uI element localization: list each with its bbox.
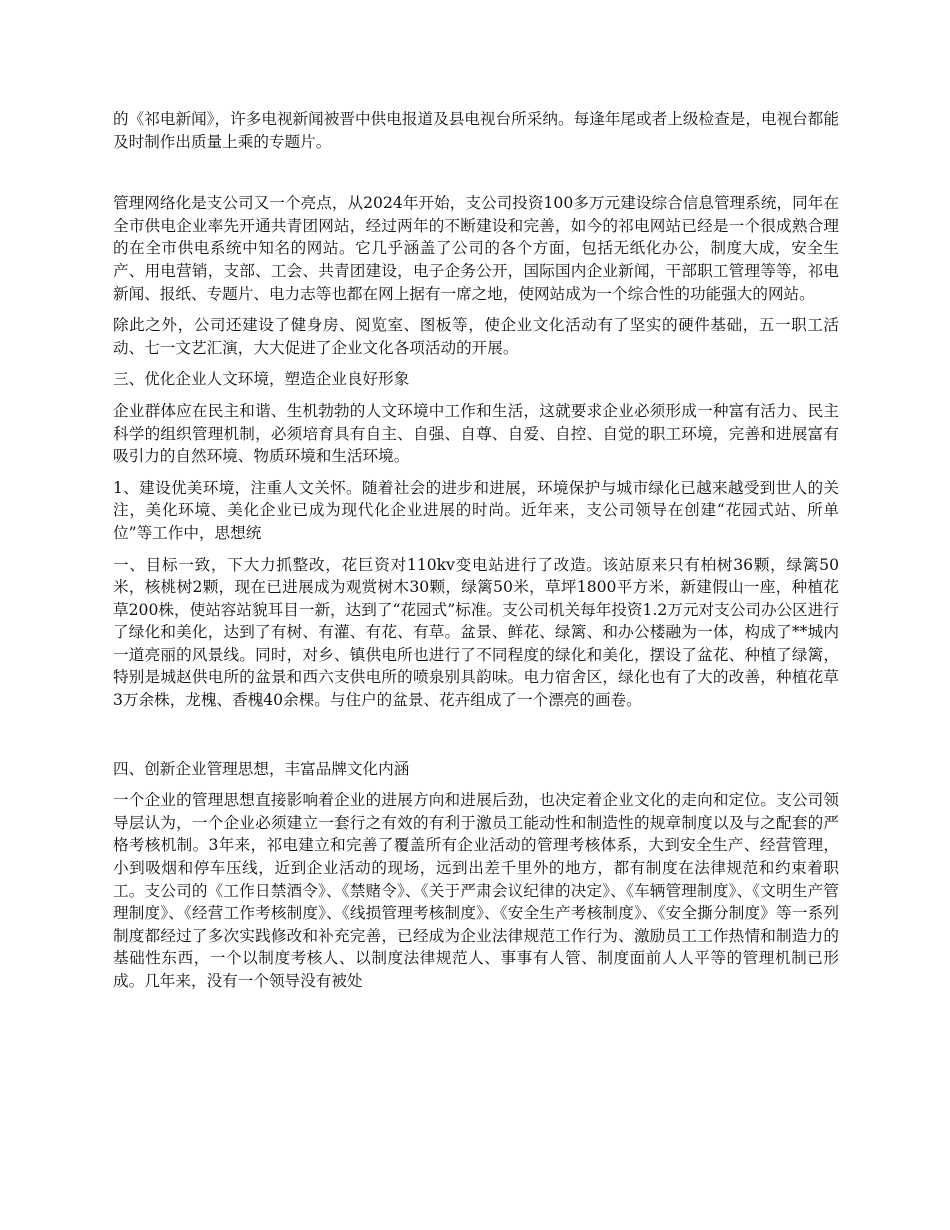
paragraph-management-ideas: 一个企业的管理思想直接影响着企业的进展方向和进展后劲，也决定着企业文化的走向和定位。支公司领导层认为，一个企业必须建立一套行之有效的有利于激员工能动性和制造性的规章制度以及与之配套的严格考核机制。3年来，祁电建立和完善了覆盖所有企业活动的管理考核体系，大到安全生产、经营管理，小到吸烟和停车压线，近到企业活动的现场，远到出差千里外的地方，都有制度在法律规范和约束着职工。支公司的《工作日禁酒令》、《禁赌令》、《关于严肃会议纪律的决定》、《车辆管理制度》、《文明生产管理制度》、《经营工作考核制度》、《线损管理考核制度》、《安全生产考核制度》、《安全撕分制度》等一系列制度都经过了多次实践修改和补充完善，已经成为企业法律规范工作行为、激励员工工作热情和制造力的基础性东西，一个以制度考核人、以制度法律规范人、事事有人管、制度面前人人平等的管理机制已形成。几年来，没有一个领导没有被处 — [113, 791, 839, 990]
section-heading-3: 三、优化企业人文环境，塑造企业良好形象 — [113, 370, 410, 389]
paragraph-facilities: 除此之外，公司还建设了健身房、阅览室、图板等，使企业文化活动有了坚实的硬件基础，五一职工活动、七一文艺汇演，大大促进了企业文化各项活动的开展。 — [113, 316, 839, 357]
paragraph-greening: 一、目标一致，下大力抓整改，花巨资对110kv变电站进行了改造。该站原来只有柏树36颗，绿篱50米，核桃树2颗，现在已进展成为观赏树木30颗，绿篱50米，草坪1800平方米，新建假山一座，种植花草200株，使站容站貌耳目一新，达到了“花园式”标准。支公司机关每年投资1.2万元对支公司办公区进行了绿化和美化，达到了有树、有灌、有花、有草。盆景、鲜花、绿篱、和办公楼融为一体，构成了**城内一道亮丽的风景线。同时，对乡、镇供电所也进行了不同程度的绿化和美化，摆设了盆花、种植了绿篱，特别是城赵供电所的盆景和西六支供电所的喷泉别具韵味。电力宿舍区，绿化也有了大的改善，种植花草3万余株，龙槐、香槐40余棵。与住户的盆景、花卉组成了一个漂亮的画卷。 — [113, 555, 839, 710]
document-body — [113, 108, 839, 1002]
section-heading-4: 四、创新企业管理思想，丰富品牌文化内涵 — [113, 759, 410, 778]
paragraph-humanistic-environment: 企业群体应在民主和谐、生机勃勃的人文环境中工作和生活，这就要求企业必须形成一种富有活力、民主科学的组织管理机制，必须培育具有自主、自强、自尊、自爱、自控、自觉的职工环境，完善和进展富有吸引力的自然环境、物质环境和生活环境。 — [113, 401, 839, 466]
paragraph-network-management: 管理网络化是支公司又一个亮点，从2024年开始，支公司投资100多万元建设综合信息管理系统，同年在全市供电企业率先开通共青团网站，经过两年的不断建设和完善，如今的祁电网站已经是一个很成熟合理的在全市供电系统中知名的网站。它几乎涵盖了公司的各个方面，包括无纸化办公，制度大成，安全生产、用电营销，支部、工会、共青团建设，电子企务公开，国际国内企业新闻，干部职工管理等等，祁电新闻、报纸、专题片、电力志等也都在网上据有一席之地，使网站成为一个综合性的功能强大的网站。 — [113, 194, 839, 303]
paragraph-news-coverage: 的《祁电新闻》，许多电视新闻被晋中供电报道及县电视台所采纳。每逢年尾或者上级检查是，电视台都能及时制作出质量上乘的专题片。 — [113, 110, 839, 151]
paragraph-environment-care: 1、建设优美环境，注重人文关怀。随着社会的进步和进展，环境保护与城市绿化已越来越受到世人的关注，美化环境、美化企业已成为现代化企业进展的时尚。近年来，支公司领导在创建“花园式站、所单位”等工作中，思想统 — [113, 478, 839, 542]
